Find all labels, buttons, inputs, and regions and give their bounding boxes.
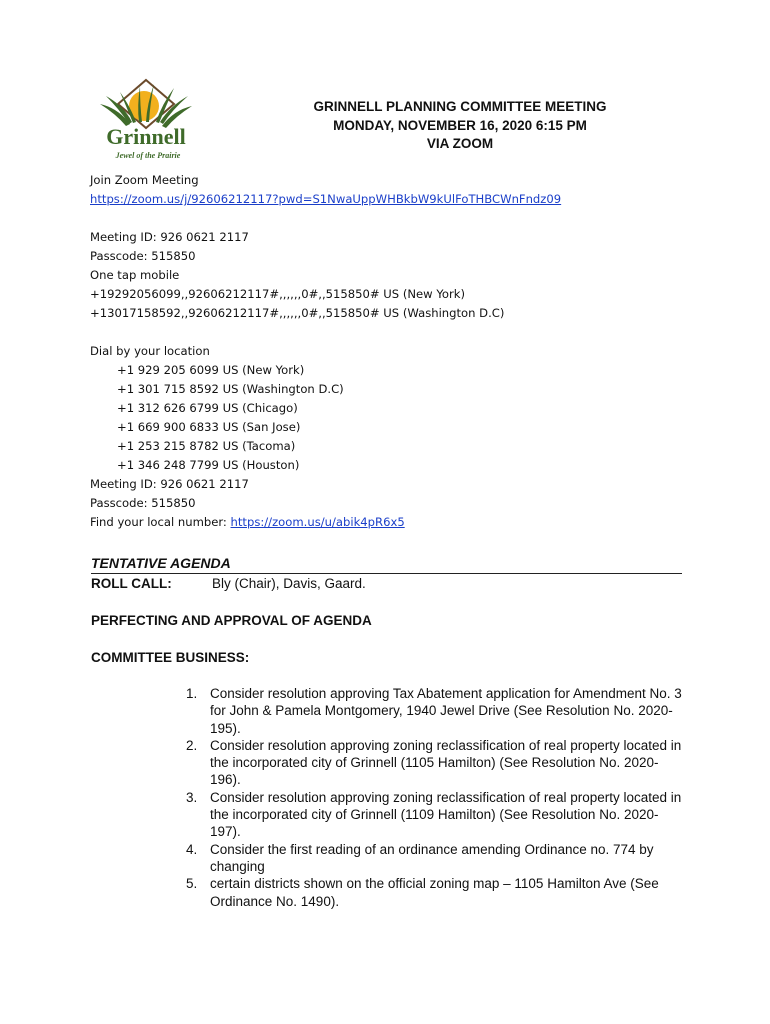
logo-wordmark: Grinnell (106, 124, 186, 149)
agenda-item (186, 685, 686, 737)
agenda-item-number: 1. (186, 686, 198, 701)
meeting-id: Meeting ID: 926 0621 2117 (90, 230, 249, 244)
agenda-title: TENTATIVE AGENDA (91, 555, 231, 571)
local-number-link[interactable]: https://zoom.us/u/abik4pR6x5 (230, 515, 405, 529)
agenda-item-text: Consider the first reading of an ordinance amending Ordinance no. 774 by changing (210, 841, 654, 874)
agenda-item (186, 737, 686, 789)
one-tap-number: +13017158592,,92606212117#,,,,,,0#,,515850# US (Washington D.C) (90, 306, 505, 320)
one-tap-label: One tap mobile (90, 268, 180, 282)
join-link[interactable]: https://zoom.us/j/92606212117?pwd=S1NwaUppWHBkbW9kUlFoTHBCWnFndz09 (90, 192, 562, 206)
agenda-item-number: 2. (186, 737, 198, 753)
agenda-items (186, 685, 686, 910)
dial-number: +1 929 205 6099 US (New York) (117, 363, 305, 377)
local-number-label: Find your local number: (90, 515, 231, 529)
committee-business-heading: COMMITTEE BUSINESS: (91, 650, 250, 665)
passcode-repeat: Passcode: 515850 (90, 496, 196, 510)
meeting-header (245, 98, 675, 154)
agenda-item-text: Consider resolution approving zoning reclassification of real property located in the incorporated city of Grinnell (1109 Hamilton) (See Resolution No. 2020-197). (210, 789, 682, 840)
roll-call-members: Bly (Chair), Davis, Gaard. (212, 576, 366, 591)
perfecting-heading: PERFECTING AND APPROVAL OF AGENDA (91, 613, 372, 628)
join-label: Join Zoom Meeting (90, 173, 199, 187)
agenda-item (186, 841, 686, 876)
agenda-item (186, 875, 686, 910)
agenda-item (186, 789, 686, 841)
dial-number: +1 346 248 7799 US (Houston) (117, 458, 300, 472)
meeting-id-repeat: Meeting ID: 926 0621 2117 (90, 477, 249, 491)
agenda-header (91, 553, 683, 593)
agenda-item-number: 5. (186, 876, 198, 892)
grinnell-logo (96, 78, 196, 162)
agenda-item-text: certain districts shown on the official zoning map – 1105 Hamilton Ave (See Ordinance No. 1490). (210, 876, 659, 909)
dial-label: Dial by your location (90, 344, 210, 358)
dial-number: +1 312 626 6799 US (Chicago) (117, 401, 298, 415)
roll-call (91, 574, 683, 593)
agenda-item-number: 3. (186, 789, 198, 805)
dial-number: +1 669 900 6833 US (San Jose) (117, 420, 301, 434)
agenda-item-text: Consider resolution approving Tax Abatement application for Amendment No. 3 for John & Pamela Montgomery, 1940 Jewel Drive (See Resolution No. 2020-195). (210, 686, 682, 736)
agenda-item-text: Consider resolution approving zoning reclassification of real property located in the incorporated city of Grinnell (1105 Hamilton) (See Resolution No. 2020-196). (210, 737, 682, 788)
dial-number: +1 301 715 8592 US (Washington D.C) (117, 382, 344, 396)
passcode: Passcode: 515850 (90, 249, 196, 263)
roll-call-label: ROLL CALL: (91, 576, 172, 591)
grinnell-logo-graphic (96, 78, 196, 162)
zoom-info (90, 171, 730, 532)
dial-number: +1 253 215 8782 US (Tacoma) (117, 439, 296, 453)
meeting-venue: VIA ZOOM (426, 136, 494, 151)
one-tap-number: +19292056099,,92606212117#,,,,,,0#,,515850# US (New York) (90, 287, 465, 301)
meeting-title: GRINNELL PLANNING COMMITTEE MEETING (313, 99, 607, 114)
agenda-item-number: 4. (186, 841, 198, 857)
logo-tagline: Jewel of the Prairie (115, 151, 181, 160)
meeting-datetime: MONDAY, NOVEMBER 16, 2020 6:15 PM (333, 117, 587, 133)
